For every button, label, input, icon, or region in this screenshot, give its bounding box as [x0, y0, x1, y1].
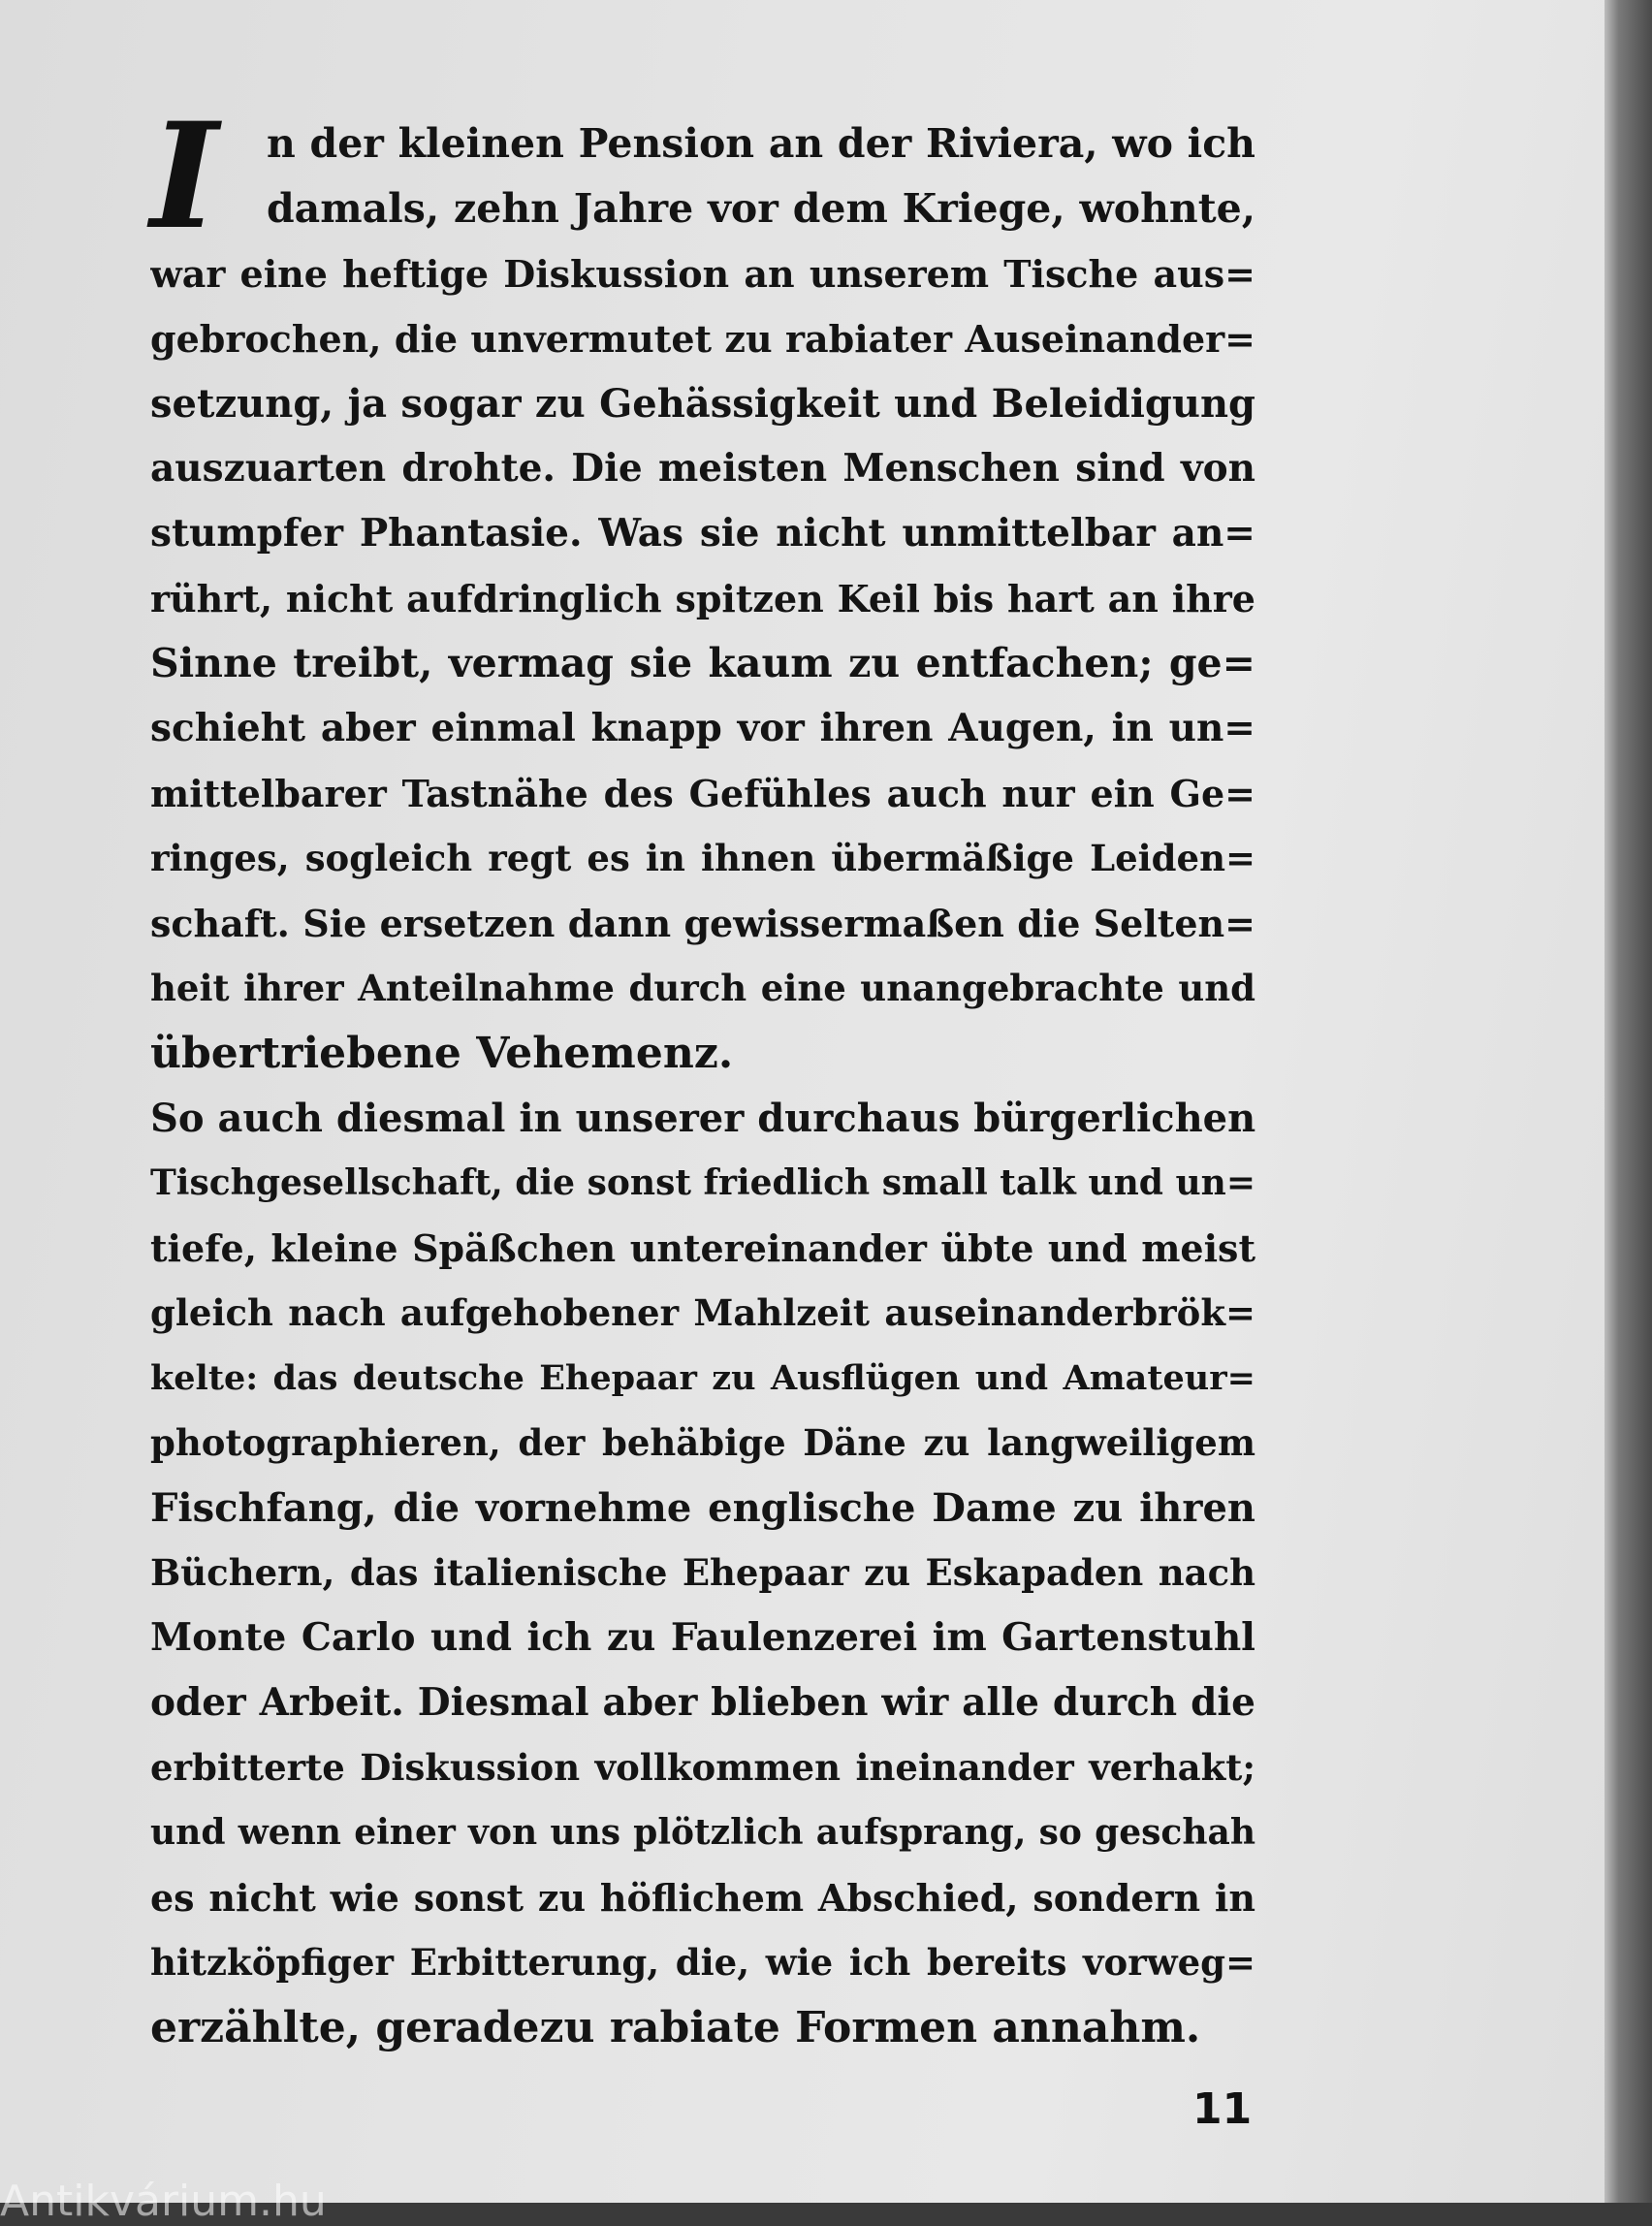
- text-line: rührt, nicht aufdringlich spitzen Keil bis hart an ihre: [150, 577, 1255, 620]
- text-line: setzung, ja sogar zu Gehässigkeit und Beleidigung: [150, 381, 1255, 427]
- text-line: photographieren, der behäbige Däne zu langweiligem: [150, 1421, 1255, 1464]
- text-line: auszuarten drohte. Die meisten Menschen sind von: [150, 446, 1255, 491]
- text-line: gleich nach aufgehobener Mahlzeit auseinanderbrök=: [150, 1291, 1255, 1334]
- text-line: mittelbarer Tastnähe des Gefühles auch nur ein Ge=: [150, 772, 1255, 815]
- text-line: Sinne treibt, vermag sie kaum zu entfachen; ge=: [150, 640, 1255, 686]
- text-line: und wenn einer von uns plötzlich aufsprang, so geschah: [150, 1812, 1255, 1853]
- page-number: 11: [1192, 2084, 1253, 2134]
- text-line: oder Arbeit. Diesmal aber blieben wir alle durch die: [150, 1680, 1255, 1725]
- text-line: schaft. Sie ersetzen dann gewissermaßen die Selten=: [150, 902, 1255, 945]
- text-line: So auch diesmal in unserer durchaus bürgerlichen: [150, 1096, 1255, 1141]
- text-line: hitzköpfiger Erbitterung, die, wie ich bereits vorweg=: [150, 1941, 1255, 1984]
- text-line: ringes, sogleich regt es in ihnen übermäßige Leiden=: [150, 837, 1255, 879]
- text-line: erbitterte Diskussion vollkommen ineinander verhakt;: [150, 1746, 1255, 1789]
- text-line: war eine heftige Diskussion an unserem Tische aus=: [150, 252, 1255, 296]
- text-line: tiefe, kleine Späßchen untereinander übte und meist: [150, 1226, 1255, 1270]
- text-line: Fischfang, die vornehme englische Dame zu ihren: [150, 1485, 1255, 1531]
- text-line: damals, zehn Jahre vor dem Kriege, wohnte,: [267, 185, 1255, 232]
- text-line: übertriebene Vehemenz.: [150, 1029, 734, 1078]
- text-line: kelte: das deutsche Ehepaar zu Ausflügen und Amateur=: [150, 1358, 1255, 1398]
- paragraph-1: [150, 91, 1255, 1086]
- text-line: stumpfer Phantasie. Was sie nicht unmittelbar an=: [150, 511, 1255, 556]
- text-line: heit ihrer Anteilnahme durch eine unangebrachte und: [150, 967, 1255, 1009]
- text-line: erzählte, geradezu rabiate Formen annahm.: [150, 2003, 1201, 2052]
- body-text: [150, 91, 1255, 2060]
- text-line: Tischgesellschaft, die sonst friedlich small talk und un=: [150, 1162, 1255, 1203]
- text-line: schieht aber einmal knapp vor ihren Augen, in un=: [150, 706, 1255, 750]
- page-edge-shadow: [1604, 0, 1652, 2203]
- watermark: Antikvárium.hu: [0, 2177, 327, 2226]
- text-line: Monte Carlo und ich zu Faulenzerei im Gartenstuhl: [150, 1615, 1255, 1660]
- drop-cap-initial: I: [150, 91, 219, 262]
- text-line: Büchern, das italienische Ehepaar zu Eskapaden nach: [150, 1551, 1255, 1594]
- text-line: es nicht wie sonst zu höflichem Abschied, sondern in: [150, 1876, 1255, 1920]
- text-line: n der kleinen Pension an der Riviera, wo ich: [267, 120, 1255, 167]
- text-line: gebrochen, die unvermutet zu rabiater Auseinander=: [150, 317, 1255, 361]
- paragraph-2: [150, 1086, 1255, 2060]
